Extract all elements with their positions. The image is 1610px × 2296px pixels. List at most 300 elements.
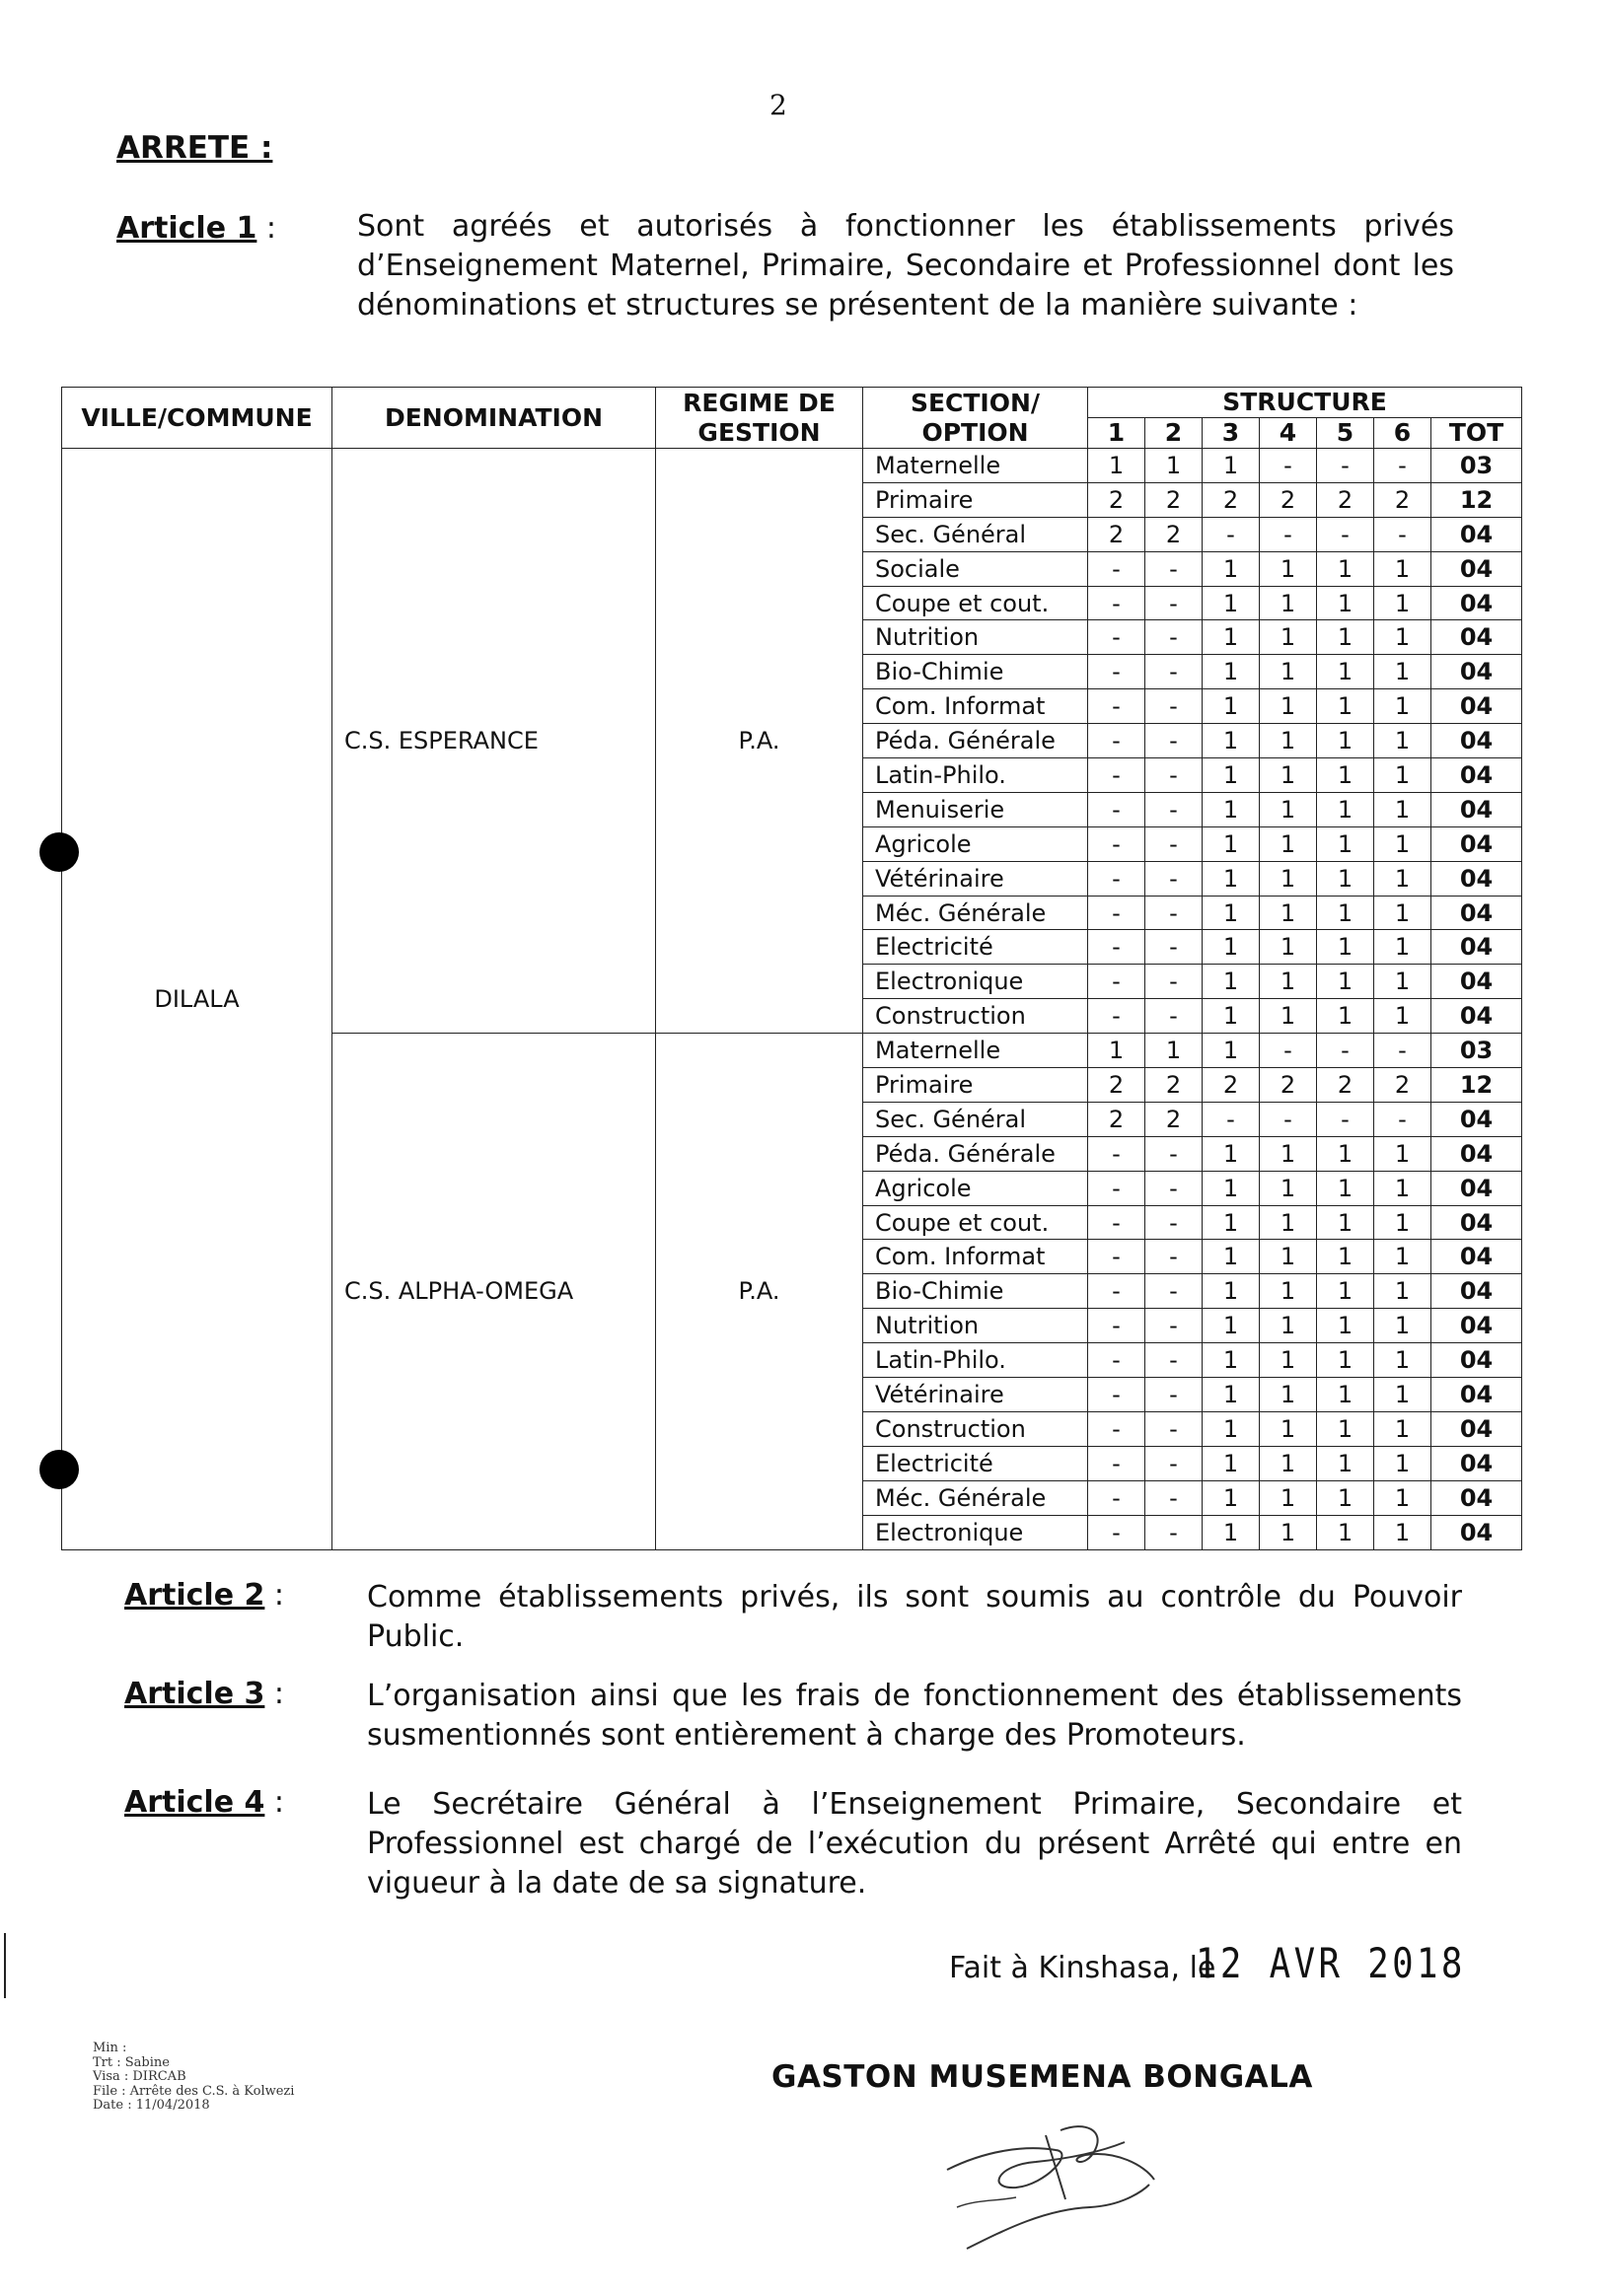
level-2-cell: - (1145, 930, 1203, 965)
level-4-cell: 1 (1260, 655, 1317, 689)
level-3-cell: 1 (1203, 1378, 1260, 1412)
article-2-title: Article 2 (124, 1578, 265, 1613)
header-structure: STRUCTURE (1088, 388, 1522, 418)
section-cell: Construction (863, 999, 1088, 1034)
section-cell: Sec. Général (863, 517, 1088, 551)
level-1-cell: - (1088, 1411, 1145, 1446)
table-body (62, 449, 1522, 1550)
section-cell: Nutrition (863, 1309, 1088, 1343)
level-3-cell: 2 (1203, 482, 1260, 517)
header-col-3: 3 (1203, 418, 1260, 449)
section-cell: Vétérinaire (863, 861, 1088, 896)
level-1-cell: - (1088, 620, 1145, 655)
level-2-cell: - (1145, 999, 1203, 1034)
level-1-cell: 1 (1088, 1034, 1145, 1068)
level-5-cell: 1 (1317, 1205, 1374, 1240)
level-6-cell: 1 (1374, 1411, 1431, 1446)
level-1-cell: 2 (1088, 482, 1145, 517)
level-4-cell: 1 (1260, 551, 1317, 586)
level-5-cell: 1 (1317, 1309, 1374, 1343)
level-2-cell: 1 (1145, 1034, 1203, 1068)
total-cell: 04 (1431, 1343, 1522, 1378)
section-cell: Méc. Générale (863, 896, 1088, 930)
level-1-cell: - (1088, 1480, 1145, 1515)
level-1-cell: - (1088, 551, 1145, 586)
level-6-cell: 1 (1374, 689, 1431, 724)
header-col-tot: TOT (1431, 418, 1522, 449)
level-2-cell: - (1145, 1343, 1203, 1378)
level-5-cell: 1 (1317, 689, 1374, 724)
level-5-cell: - (1317, 1034, 1374, 1068)
level-6-cell: 1 (1374, 586, 1431, 620)
article-2-label (124, 1578, 284, 1613)
level-2-cell: 2 (1145, 517, 1203, 551)
section-cell: Electricité (863, 1446, 1088, 1480)
ville-cell: DILALA (62, 449, 332, 1550)
section-cell: Bio-Chimie (863, 1274, 1088, 1309)
total-cell: 04 (1431, 724, 1522, 758)
level-4-cell: - (1260, 1034, 1317, 1068)
level-5-cell: 1 (1317, 551, 1374, 586)
level-5-cell: 1 (1317, 1171, 1374, 1205)
total-cell: 04 (1431, 1309, 1522, 1343)
article-4-label (124, 1785, 284, 1820)
level-3-cell: 1 (1203, 896, 1260, 930)
structure-table (61, 387, 1522, 1550)
level-3-cell: 1 (1203, 826, 1260, 861)
article-3-sep: : (264, 1677, 285, 1711)
level-2-cell: - (1145, 758, 1203, 793)
level-2-cell: - (1145, 1378, 1203, 1412)
section-cell: Coupe et cout. (863, 1205, 1088, 1240)
table-row (62, 449, 1522, 483)
section-cell: Electronique (863, 965, 1088, 999)
section-cell: Péda. Générale (863, 1136, 1088, 1171)
level-6-cell: - (1374, 1034, 1431, 1068)
level-3-cell: 1 (1203, 1411, 1260, 1446)
section-cell: Sec. Général (863, 1102, 1088, 1136)
article-2-text: Comme établissements privés, ils sont soumis au contrôle du Pouvoir Public. (367, 1580, 1462, 1654)
denomination-cell: C.S. ESPERANCE (332, 449, 656, 1034)
level-4-cell: 1 (1260, 689, 1317, 724)
section-cell: Agricole (863, 1171, 1088, 1205)
total-cell: 03 (1431, 449, 1522, 483)
level-3-cell: 1 (1203, 1240, 1260, 1274)
handwritten-signature (927, 2091, 1223, 2259)
level-1-cell: - (1088, 930, 1145, 965)
level-3-cell: 1 (1203, 792, 1260, 826)
level-6-cell: 1 (1374, 1171, 1431, 1205)
level-3-cell: - (1203, 1102, 1260, 1136)
level-5-cell: 1 (1317, 1480, 1374, 1515)
level-4-cell: 1 (1260, 1480, 1317, 1515)
level-6-cell: 1 (1374, 620, 1431, 655)
level-5-cell: 1 (1317, 861, 1374, 896)
level-3-cell: - (1203, 517, 1260, 551)
level-6-cell: 1 (1374, 1515, 1431, 1549)
level-1-cell: - (1088, 758, 1145, 793)
meta-file: File : Arrête des C.S. à Kolwezi (93, 2083, 295, 2099)
total-cell: 04 (1431, 655, 1522, 689)
level-3-cell: 1 (1203, 1309, 1260, 1343)
punch-hole-top (39, 832, 79, 872)
level-6-cell: - (1374, 1102, 1431, 1136)
level-3-cell: 1 (1203, 1034, 1260, 1068)
level-2-cell: - (1145, 965, 1203, 999)
level-5-cell: 1 (1317, 965, 1374, 999)
level-6-cell: 1 (1374, 551, 1431, 586)
level-5-cell: 1 (1317, 724, 1374, 758)
level-6-cell: 1 (1374, 930, 1431, 965)
level-5-cell: 1 (1317, 1378, 1374, 1412)
level-4-cell: 1 (1260, 930, 1317, 965)
meta-trt: Trt : Sabine (93, 2054, 170, 2070)
level-2-cell: - (1145, 896, 1203, 930)
level-2-cell: - (1145, 1205, 1203, 1240)
header-regime: REGIME DE GESTION (656, 388, 863, 449)
level-1-cell: - (1088, 999, 1145, 1034)
level-4-cell: 1 (1260, 758, 1317, 793)
level-3-cell: 2 (1203, 1068, 1260, 1103)
level-5-cell: - (1317, 1102, 1374, 1136)
section-cell: Péda. Générale (863, 724, 1088, 758)
article-1-text: Sont agréés et autorisés à fonctionner les établissements privés d’Enseignement Maternel, Primaire, Secondaire et Professionnel dont les dénominations et structures se présentent de la manière suivante : (357, 209, 1454, 323)
level-2-cell: - (1145, 1411, 1203, 1446)
total-cell: 04 (1431, 551, 1522, 586)
level-6-cell: 1 (1374, 1480, 1431, 1515)
total-cell: 04 (1431, 1102, 1522, 1136)
level-4-cell: 2 (1260, 1068, 1317, 1103)
level-4-cell: 1 (1260, 1240, 1317, 1274)
date-stamp: 12 AVR 2018 (1196, 1939, 1466, 1987)
level-4-cell: 1 (1260, 724, 1317, 758)
level-2-cell: - (1145, 689, 1203, 724)
level-6-cell: 1 (1374, 1274, 1431, 1309)
level-6-cell: 2 (1374, 1068, 1431, 1103)
section-cell: Primaire (863, 482, 1088, 517)
regime-cell: P.A. (656, 449, 863, 1034)
level-2-cell: 2 (1145, 1102, 1203, 1136)
level-4-cell: 1 (1260, 792, 1317, 826)
level-2-cell: - (1145, 724, 1203, 758)
section-cell: Nutrition (863, 620, 1088, 655)
signatory-name: GASTON MUSEMENA BONGALA (771, 2059, 1313, 2095)
place-date-label: Fait à Kinshasa, le (949, 1951, 1216, 1985)
level-5-cell: 2 (1317, 482, 1374, 517)
level-1-cell: - (1088, 826, 1145, 861)
level-5-cell: 2 (1317, 1068, 1374, 1103)
level-5-cell: 1 (1317, 655, 1374, 689)
level-4-cell: 1 (1260, 1136, 1317, 1171)
level-1-cell: - (1088, 1274, 1145, 1309)
section-cell: Menuiserie (863, 792, 1088, 826)
total-cell: 04 (1431, 861, 1522, 896)
level-4-cell: 1 (1260, 1274, 1317, 1309)
total-cell: 04 (1431, 965, 1522, 999)
level-2-cell: - (1145, 620, 1203, 655)
level-6-cell: - (1374, 517, 1431, 551)
level-6-cell: 1 (1374, 965, 1431, 999)
article-3-title: Article 3 (124, 1677, 265, 1711)
total-cell: 04 (1431, 1136, 1522, 1171)
level-4-cell: 1 (1260, 1446, 1317, 1480)
level-4-cell: 1 (1260, 999, 1317, 1034)
level-2-cell: 2 (1145, 1068, 1203, 1103)
level-6-cell: 1 (1374, 792, 1431, 826)
level-3-cell: 1 (1203, 586, 1260, 620)
level-1-cell: - (1088, 689, 1145, 724)
level-4-cell: - (1260, 449, 1317, 483)
level-3-cell: 1 (1203, 1515, 1260, 1549)
section-cell: Electricité (863, 930, 1088, 965)
level-3-cell: 1 (1203, 1480, 1260, 1515)
section-cell: Coupe et cout. (863, 586, 1088, 620)
level-4-cell: 1 (1260, 1378, 1317, 1412)
article-3-label (124, 1677, 284, 1711)
level-2-cell: - (1145, 1240, 1203, 1274)
level-5-cell: 1 (1317, 1343, 1374, 1378)
level-2-cell: - (1145, 1446, 1203, 1480)
level-3-cell: 1 (1203, 551, 1260, 586)
level-4-cell: 1 (1260, 1171, 1317, 1205)
level-5-cell: 1 (1317, 620, 1374, 655)
section-cell: Construction (863, 1411, 1088, 1446)
level-2-cell: - (1145, 586, 1203, 620)
section-cell: Bio-Chimie (863, 655, 1088, 689)
total-cell: 04 (1431, 1515, 1522, 1549)
level-4-cell: 1 (1260, 1515, 1317, 1549)
section-cell: Primaire (863, 1068, 1088, 1103)
article-1-label (116, 211, 276, 246)
level-3-cell: 1 (1203, 724, 1260, 758)
total-cell: 04 (1431, 792, 1522, 826)
level-5-cell: - (1317, 449, 1374, 483)
level-1-cell: - (1088, 1515, 1145, 1549)
section-cell: Com. Informat (863, 689, 1088, 724)
footer-metadata (93, 2042, 294, 2114)
total-cell: 04 (1431, 1378, 1522, 1412)
level-6-cell: 1 (1374, 1378, 1431, 1412)
level-6-cell: 1 (1374, 896, 1431, 930)
level-1-cell: - (1088, 1446, 1145, 1480)
section-cell: Agricole (863, 826, 1088, 861)
level-5-cell: 1 (1317, 792, 1374, 826)
level-1-cell: - (1088, 1343, 1145, 1378)
level-2-cell: - (1145, 826, 1203, 861)
total-cell: 04 (1431, 1274, 1522, 1309)
total-cell: 04 (1431, 1411, 1522, 1446)
level-6-cell: 1 (1374, 724, 1431, 758)
level-4-cell: - (1260, 517, 1317, 551)
level-1-cell: 1 (1088, 449, 1145, 483)
total-cell: 04 (1431, 758, 1522, 793)
header-section: SECTION/ OPTION (863, 388, 1088, 449)
level-1-cell: - (1088, 724, 1145, 758)
article-2-sep: : (264, 1578, 285, 1613)
total-cell: 04 (1431, 1240, 1522, 1274)
total-cell: 04 (1431, 689, 1522, 724)
level-4-cell: 1 (1260, 1309, 1317, 1343)
level-5-cell: 1 (1317, 1446, 1374, 1480)
page-number: 2 (769, 89, 787, 121)
level-4-cell: 1 (1260, 965, 1317, 999)
section-cell: Maternelle (863, 449, 1088, 483)
level-5-cell: 1 (1317, 1411, 1374, 1446)
margin-mark (4, 1933, 6, 1998)
denomination-cell: C.S. ALPHA-OMEGA (332, 1034, 656, 1549)
level-2-cell: - (1145, 1480, 1203, 1515)
header-col-4: 4 (1260, 418, 1317, 449)
level-2-cell: 2 (1145, 482, 1203, 517)
level-2-cell: - (1145, 792, 1203, 826)
level-1-cell: - (1088, 1309, 1145, 1343)
article-4-text: Le Secrétaire Général à l’Enseignement Primaire, Secondaire et Professionnel est chargé de l’exécution du présent Arrêté qui entre en vigueur à la date de sa signature. (367, 1787, 1462, 1901)
level-1-cell: - (1088, 1240, 1145, 1274)
total-cell: 03 (1431, 1034, 1522, 1068)
level-6-cell: 2 (1374, 482, 1431, 517)
level-1-cell: - (1088, 896, 1145, 930)
level-1-cell: - (1088, 1205, 1145, 1240)
total-cell: 04 (1431, 620, 1522, 655)
total-cell: 04 (1431, 999, 1522, 1034)
regime-cell: P.A. (656, 1034, 863, 1549)
header-col-1: 1 (1088, 418, 1145, 449)
section-cell: Vétérinaire (863, 1378, 1088, 1412)
level-1-cell: - (1088, 965, 1145, 999)
level-2-cell: - (1145, 655, 1203, 689)
level-2-cell: - (1145, 1515, 1203, 1549)
level-4-cell: 1 (1260, 1205, 1317, 1240)
level-3-cell: 1 (1203, 1446, 1260, 1480)
level-6-cell: 1 (1374, 1136, 1431, 1171)
section-cell: Latin-Philo. (863, 758, 1088, 793)
level-2-cell: - (1145, 1136, 1203, 1171)
section-cell: Méc. Générale (863, 1480, 1088, 1515)
level-3-cell: 1 (1203, 655, 1260, 689)
level-1-cell: 2 (1088, 1068, 1145, 1103)
level-5-cell: 1 (1317, 930, 1374, 965)
section-cell: Sociale (863, 551, 1088, 586)
level-1-cell: - (1088, 861, 1145, 896)
level-3-cell: 1 (1203, 1171, 1260, 1205)
level-6-cell: 1 (1374, 655, 1431, 689)
total-cell: 04 (1431, 896, 1522, 930)
level-3-cell: 1 (1203, 758, 1260, 793)
article-3-text: L’organisation ainsi que les frais de fonctionnement des établissements susmentionnés sont entièrement à charge des Promoteurs. (367, 1679, 1462, 1753)
level-2-cell: - (1145, 1309, 1203, 1343)
total-cell: 04 (1431, 1205, 1522, 1240)
level-5-cell: - (1317, 517, 1374, 551)
level-2-cell: - (1145, 861, 1203, 896)
punch-hole-bottom (39, 1450, 79, 1489)
level-1-cell: - (1088, 586, 1145, 620)
level-4-cell: 1 (1260, 620, 1317, 655)
level-1-cell: - (1088, 1171, 1145, 1205)
level-4-cell: - (1260, 1102, 1317, 1136)
level-1-cell: - (1088, 792, 1145, 826)
total-cell: 04 (1431, 1446, 1522, 1480)
level-3-cell: 1 (1203, 1136, 1260, 1171)
total-cell: 04 (1431, 1171, 1522, 1205)
total-cell: 04 (1431, 930, 1522, 965)
level-3-cell: 1 (1203, 689, 1260, 724)
level-6-cell: 1 (1374, 826, 1431, 861)
level-5-cell: 1 (1317, 1274, 1374, 1309)
header-ville: VILLE/COMMUNE (62, 388, 332, 449)
level-4-cell: 1 (1260, 826, 1317, 861)
article-1-sep: : (256, 211, 277, 246)
level-6-cell: 1 (1374, 999, 1431, 1034)
article-4-title: Article 4 (124, 1785, 265, 1820)
level-1-cell: - (1088, 1136, 1145, 1171)
level-4-cell: 1 (1260, 1411, 1317, 1446)
level-1-cell: 2 (1088, 1102, 1145, 1136)
level-1-cell: - (1088, 1378, 1145, 1412)
level-5-cell: 1 (1317, 758, 1374, 793)
header-col-5: 5 (1317, 418, 1374, 449)
meta-min: Min : (93, 2041, 127, 2055)
level-5-cell: 1 (1317, 1515, 1374, 1549)
header-denomination: DENOMINATION (332, 388, 656, 449)
level-3-cell: 1 (1203, 449, 1260, 483)
level-4-cell: 2 (1260, 482, 1317, 517)
level-5-cell: 1 (1317, 999, 1374, 1034)
level-1-cell: 2 (1088, 517, 1145, 551)
total-cell: 04 (1431, 1480, 1522, 1515)
level-3-cell: 1 (1203, 1274, 1260, 1309)
level-5-cell: 1 (1317, 896, 1374, 930)
level-6-cell: 1 (1374, 1446, 1431, 1480)
section-cell: Maternelle (863, 1034, 1088, 1068)
level-6-cell: 1 (1374, 1240, 1431, 1274)
arrete-heading: ARRETE : (116, 130, 273, 166)
total-cell: 04 (1431, 586, 1522, 620)
level-5-cell: 1 (1317, 826, 1374, 861)
total-cell: 12 (1431, 482, 1522, 517)
level-6-cell: 1 (1374, 861, 1431, 896)
level-6-cell: 1 (1374, 758, 1431, 793)
level-4-cell: 1 (1260, 586, 1317, 620)
section-cell: Electronique (863, 1515, 1088, 1549)
section-cell: Com. Informat (863, 1240, 1088, 1274)
total-cell: 12 (1431, 1068, 1522, 1103)
level-5-cell: 1 (1317, 1136, 1374, 1171)
level-4-cell: 1 (1260, 896, 1317, 930)
level-6-cell: 1 (1374, 1309, 1431, 1343)
level-4-cell: 1 (1260, 1343, 1317, 1378)
level-4-cell: 1 (1260, 861, 1317, 896)
level-2-cell: - (1145, 551, 1203, 586)
level-6-cell: 1 (1374, 1343, 1431, 1378)
level-3-cell: 1 (1203, 999, 1260, 1034)
level-3-cell: 1 (1203, 620, 1260, 655)
meta-date: Date : 11/04/2018 (93, 2098, 210, 2113)
level-3-cell: 1 (1203, 1205, 1260, 1240)
section-cell: Latin-Philo. (863, 1343, 1088, 1378)
level-6-cell: - (1374, 449, 1431, 483)
level-5-cell: 1 (1317, 1240, 1374, 1274)
level-2-cell: - (1145, 1171, 1203, 1205)
level-5-cell: 1 (1317, 586, 1374, 620)
level-1-cell: - (1088, 655, 1145, 689)
level-3-cell: 1 (1203, 861, 1260, 896)
article-4-sep: : (264, 1785, 285, 1820)
level-2-cell: 1 (1145, 449, 1203, 483)
article-1-title: Article 1 (116, 211, 257, 246)
header-col-6: 6 (1374, 418, 1431, 449)
level-2-cell: - (1145, 1274, 1203, 1309)
level-3-cell: 1 (1203, 1343, 1260, 1378)
